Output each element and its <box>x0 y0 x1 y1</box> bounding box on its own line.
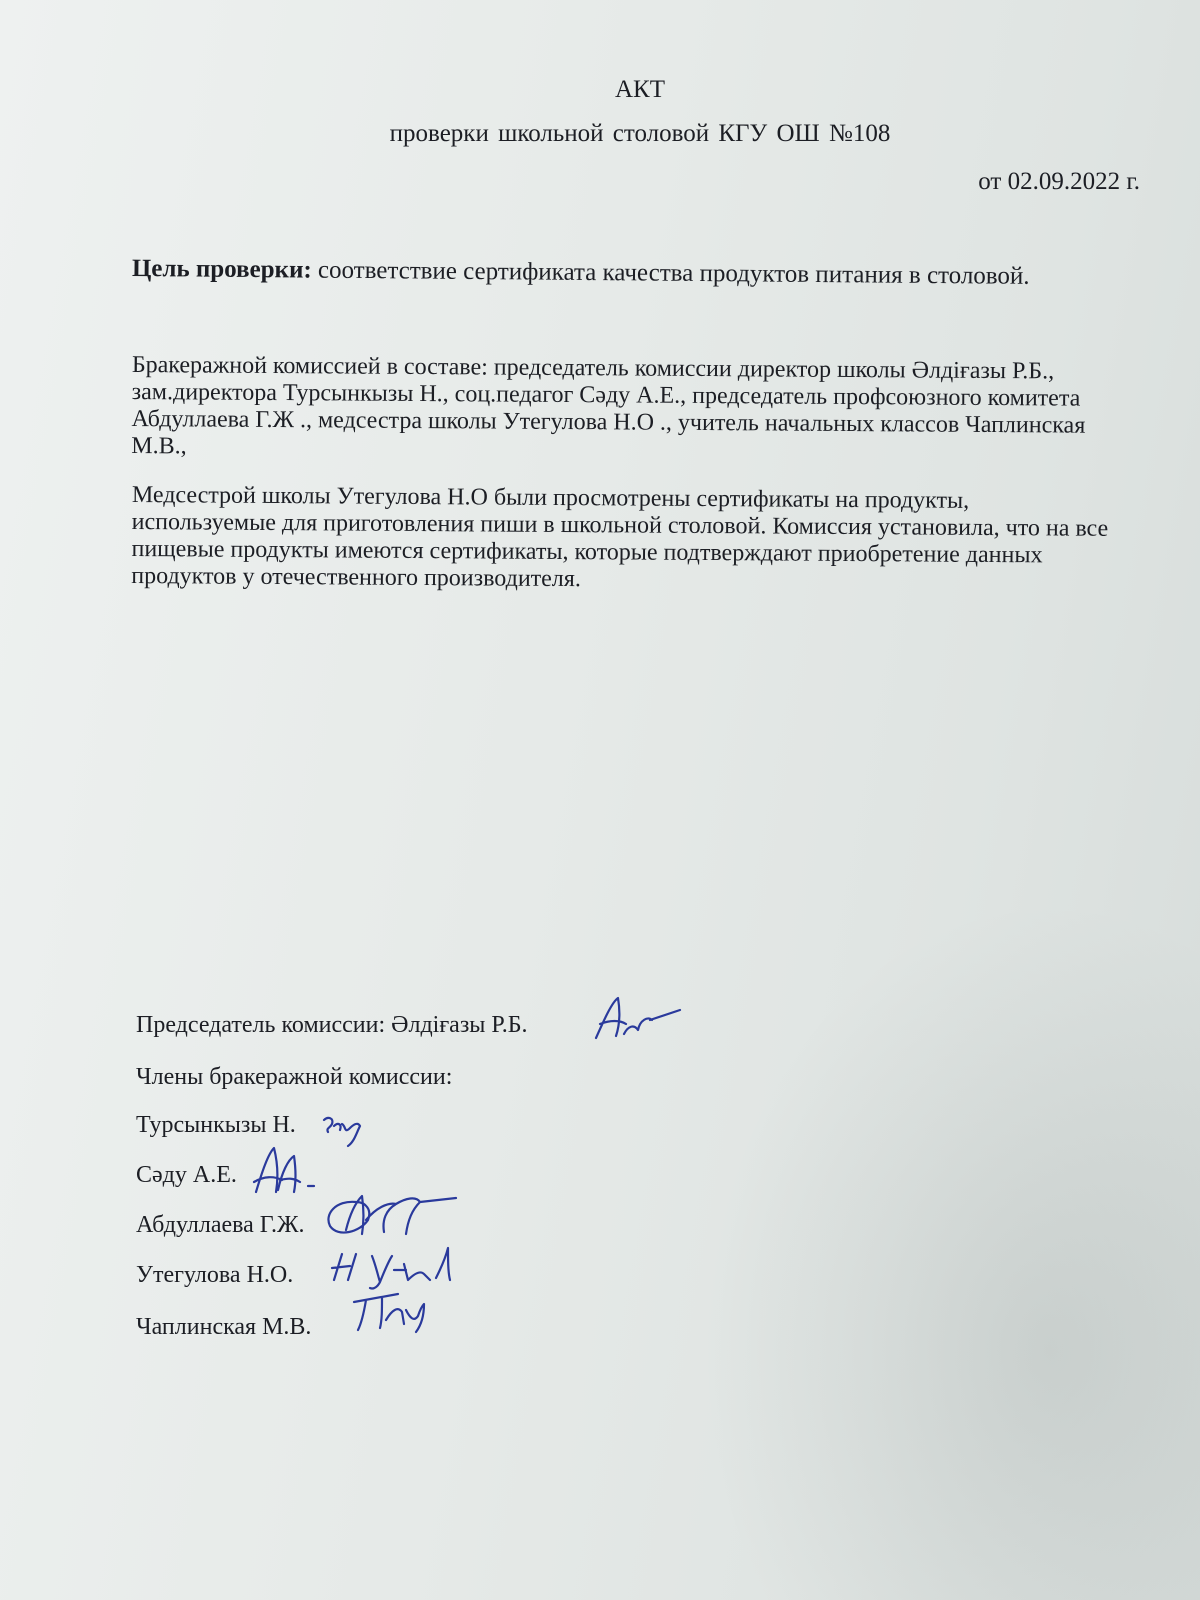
paper-shadow <box>700 900 1200 1600</box>
member-1-signature <box>320 1112 380 1152</box>
commission-composition-paragraph: Бракеражной комиссией в составе: председатель комиссии директор школы Әлдіғазы Р.Б., зам.директора Турсынкызы Н., соц.педагог Сәду А.Е., председатель профсоюзного комитета Абдуллаева Г.Ж ., медсестра школы Утегулова Н.О ., учитель начальных классов Чаплинская М.В., <box>131 352 1086 460</box>
document-title: АКТ <box>615 76 665 103</box>
member-3-name: Абдуллаева Г.Ж. <box>136 1212 305 1238</box>
inspection-purpose <box>132 255 1142 292</box>
chairman-signature <box>590 990 690 1050</box>
member-4-name: Утегулова Н.О. <box>136 1262 294 1288</box>
findings-paragraph: Медсестрой школы Утегулова Н.О были просмотрены сертификаты на продукты, используемые для приготовления пиши в школьной столовой. Комиссия установила, что на все пищевые продукты имеются сертификаты, которые подтверждают приобретение данных продуктов у отечественного производителя. <box>131 482 1109 593</box>
member-2-name: Сәду А.Е. <box>136 1162 237 1188</box>
member-1-name: Турсынкызы Н. <box>136 1112 296 1138</box>
purpose-text: соответствие сертификата качества продуктов питания в столовой. <box>311 256 1030 290</box>
member-5-name: Чаплинская М.В. <box>136 1314 312 1340</box>
members-label: Члены бракеражной комиссии: <box>136 1064 453 1090</box>
chairman-line: Председатель комиссии: Әлдіғазы Р.Б. <box>136 1012 528 1038</box>
document-subtitle: проверки школьной столовой КГУ ОШ №108 <box>389 120 891 147</box>
document-date: от 02.09.2022 г. <box>978 168 1140 195</box>
member-5-signature <box>346 1280 456 1340</box>
purpose-label: Цель проверки: <box>131 255 312 284</box>
